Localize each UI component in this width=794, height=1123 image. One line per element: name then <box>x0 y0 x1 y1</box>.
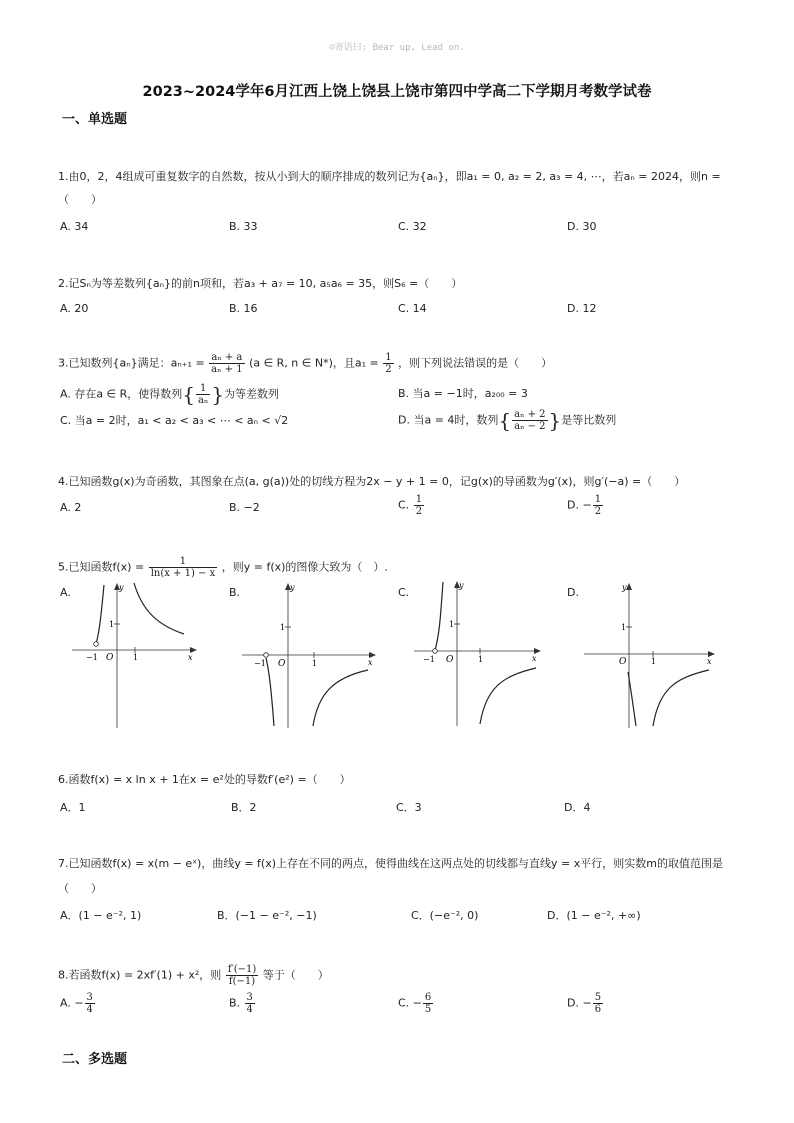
q4-option-c-pre: C. <box>398 498 410 512</box>
q8-option-c-den: 5 <box>424 1004 432 1015</box>
q2-option-d[interactable]: D. 12 <box>567 302 597 315</box>
q5-option-c[interactable]: C. <box>398 586 410 599</box>
q3-option-d-post: 是等比数列 <box>561 413 617 427</box>
q8-frac-num: f′(−1) <box>227 964 257 975</box>
q6-option-a[interactable]: A．1 <box>60 801 86 814</box>
q2-option-b[interactable]: B. 16 <box>229 302 258 315</box>
q3-stem <box>58 352 552 375</box>
q8-option-c-frac <box>423 992 433 1015</box>
q3-stem-post: ，则下列说法错误的是（ ） <box>398 356 553 370</box>
q8-option-a-den: 4 <box>86 1004 93 1015</box>
q5-stem-post: ，则y = f(x)的图像大致为（ ）. <box>221 560 388 574</box>
q5-fraction <box>149 556 218 579</box>
curve-right <box>653 670 709 726</box>
label-y-one: 1 <box>109 620 115 629</box>
q8-option-c-pre: C. − <box>398 996 422 1010</box>
q4-option-c-num: 1 <box>415 494 423 505</box>
q3-frac-num: aₙ + a <box>209 352 244 364</box>
q3-option-d-pre: D. 当a = 4时，数列 <box>398 413 499 427</box>
q5-frac-num: 1 <box>149 556 218 568</box>
q8-option-a-pre: A. − <box>60 996 84 1010</box>
q7-stem: 7.已知函数f(x) = x(m − eˣ)，曲线y = f(x)上存在不同的两点，使得曲线在这两点处的切线都与直线y = x平行，则实数m的取值范围是 <box>58 857 723 870</box>
q3-half-den: 2 <box>385 364 392 375</box>
q7-stem-cont: （ ） <box>58 882 102 895</box>
label-y: y <box>290 583 295 592</box>
curve-left <box>435 582 443 650</box>
curve-right <box>480 668 536 724</box>
q8-stem <box>58 964 329 987</box>
q3-option-a[interactable] <box>60 383 279 406</box>
q4-option-d-pre: D. − <box>567 498 592 512</box>
q2-stem: 2.记Sₙ为等差数列{aₙ}的前n项和，若a₃ + a₇ = 10, a₅a₆ = 35，则S₆ =（ ） <box>58 277 463 290</box>
q8-option-d-pre: D. − <box>567 996 592 1010</box>
q8-option-b-pre: B. <box>229 996 241 1010</box>
q1-stem: 1.由0，2，4组成可重复数字的自然数，按从小到大的顺序排成的数列记为{aₙ}，即a₁ = 0, a₂ = 2, a₃ = 4, ⋯，若aₙ = 2024，则n = <box>58 170 721 183</box>
q8-option-d-num: 5 <box>594 992 602 1003</box>
label-x: x <box>368 658 373 667</box>
q7-option-b[interactable]: B．(−1 − e⁻², −1) <box>217 909 317 922</box>
q3-stem-pre: 3.已知数列{aₙ}满足：aₙ₊₁ = <box>58 356 205 370</box>
q3-stem-mid: (a ∈ R, n ∈ N*)，且a₁ = <box>249 356 379 370</box>
q8-option-b-frac <box>245 992 255 1015</box>
curve-right <box>313 670 368 726</box>
q8-fraction <box>226 964 259 987</box>
q4-stem: 4.已知函数g(x)为奇函数，其图象在点(a, g(a))处的切线方程为2x − y + 1 = 0，记g(x)的导函数为g′(x)，则g′(−a) =（ ） <box>58 475 686 488</box>
label-y-one: 1 <box>449 620 455 629</box>
q3-frac-den: aₙ + 1 <box>211 364 243 375</box>
label-x-one: 1 <box>133 653 139 662</box>
q5-stem <box>58 556 388 579</box>
label-neg-one: −1 <box>86 653 98 662</box>
q5-graph-d <box>582 580 722 730</box>
open-point-icon <box>433 649 438 654</box>
q6-option-c[interactable]: C．3 <box>396 801 422 814</box>
label-y-one: 1 <box>621 623 627 632</box>
section-single-choice: 一、单选题 <box>62 112 128 127</box>
label-neg-one: −1 <box>254 659 266 668</box>
q1-stem-cont: （ ） <box>58 193 102 206</box>
label-x: x <box>532 654 537 663</box>
q3-option-a-pre: A. 存在a ∈ R，使得数列 <box>60 387 183 401</box>
q8-option-a-num: 3 <box>86 992 93 1003</box>
y-arrow-icon <box>626 583 632 590</box>
label-x-one: 1 <box>478 655 484 664</box>
q3-half-num: 1 <box>385 352 392 363</box>
curve-right <box>134 583 184 634</box>
open-point-icon <box>264 653 269 658</box>
label-origin: O <box>446 655 454 665</box>
q4-option-b[interactable]: B. −2 <box>229 501 260 514</box>
q4-option-c-frac <box>414 494 424 517</box>
q4-option-d[interactable] <box>567 494 604 517</box>
q6-stem: 6.函数f(x) = x ln x + 1在x = e²处的导数f′(e²) =（ ） <box>58 773 351 786</box>
watermark: ☺寄语曰: Bear up, Lead on. <box>329 43 465 53</box>
curve-left <box>266 658 274 726</box>
q5-graph-a <box>72 580 207 730</box>
right-brace-icon: } <box>211 382 225 407</box>
label-y: y <box>622 583 627 592</box>
q3-option-d-num: aₙ + 2 <box>514 409 546 420</box>
q3-option-a-den: aₙ <box>198 395 209 406</box>
q5-option-a[interactable]: A. <box>60 586 71 599</box>
q5-graph-c <box>412 578 552 728</box>
q3-option-a-frac <box>196 383 210 406</box>
label-y-one: 1 <box>280 623 286 632</box>
q1-option-a[interactable]: A. 34 <box>60 220 89 233</box>
q8-option-d-den: 6 <box>594 1004 602 1015</box>
q8-option-a-frac <box>85 992 95 1015</box>
q6-option-b[interactable]: B．2 <box>231 801 257 814</box>
left-brace-icon: { <box>182 382 196 407</box>
q3-fraction <box>209 352 244 375</box>
curve-left <box>96 585 104 644</box>
q8-option-d[interactable] <box>567 992 604 1015</box>
q8-option-b-num: 3 <box>246 992 253 1003</box>
q5-graph-b <box>240 580 380 730</box>
q6-option-d[interactable]: D．4 <box>564 801 591 814</box>
q4-option-a[interactable]: A. 2 <box>60 501 82 514</box>
label-x-one: 1 <box>651 657 657 666</box>
q3-option-a-num: 1 <box>196 383 210 395</box>
q8-option-b-den: 4 <box>246 1004 253 1015</box>
q4-option-d-den: 2 <box>594 506 602 517</box>
q3-half <box>383 352 393 375</box>
label-x: x <box>707 657 712 666</box>
label-x-one: 1 <box>312 659 318 668</box>
section-multi-choice: 二、多选题 <box>62 1052 128 1067</box>
q4-option-d-num: 1 <box>594 494 602 505</box>
q8-stem-pre: 8.若函数f(x) = 2xf′(1) + x²，则 <box>58 968 222 982</box>
q2-option-a[interactable]: A. 20 <box>60 302 89 315</box>
q3-option-b[interactable]: B. 当a = −1时，a₂₀₀ = 3 <box>398 387 528 400</box>
left-brace-icon: { <box>498 408 512 433</box>
q5-option-b[interactable]: B. <box>229 586 241 599</box>
q8-option-c[interactable] <box>398 992 434 1015</box>
q7-option-c[interactable]: C．(−e⁻², 0) <box>411 909 479 922</box>
q3-option-d-frac <box>512 409 547 432</box>
q8-option-d-frac <box>593 992 603 1015</box>
q4-option-d-frac <box>593 494 603 517</box>
q1-option-b[interactable]: B. 33 <box>229 220 258 233</box>
label-y: y <box>459 581 464 590</box>
label-y: y <box>119 583 124 592</box>
page-title: 2023~2024学年6月江西上饶上饶县上饶市第四中学高二下学期月考数学试卷 <box>142 84 652 100</box>
label-origin: O <box>278 659 286 669</box>
q5-option-d[interactable]: D. <box>567 586 579 599</box>
q8-frac-den: f(−1) <box>228 976 256 987</box>
q5-stem-pre: 5.已知函数f(x) = <box>58 560 145 574</box>
q4-option-c[interactable] <box>398 494 425 517</box>
q4-option-c-den: 2 <box>415 506 423 517</box>
q8-option-b[interactable] <box>229 992 256 1015</box>
q1-option-c[interactable]: C. 32 <box>398 220 427 233</box>
label-origin: O <box>106 653 114 663</box>
q3-option-d[interactable] <box>398 409 616 432</box>
q8-stem-post: 等于（ ） <box>262 968 329 982</box>
q1-option-d[interactable]: D. 30 <box>567 220 597 233</box>
q3-option-d-den: aₙ − 2 <box>514 421 546 432</box>
q8-option-a[interactable] <box>60 992 96 1015</box>
q3-option-c[interactable]: C. 当a = 2时，a₁ < a₂ < a₃ < ⋯ < aₙ < √2 <box>60 414 289 427</box>
q3-option-a-post: 为等差数列 <box>224 387 280 401</box>
label-neg-one: −1 <box>423 655 435 664</box>
q7-option-a[interactable]: A．(1 − e⁻², 1) <box>60 909 142 922</box>
q2-option-c[interactable]: C. 14 <box>398 302 427 315</box>
right-brace-icon: } <box>548 408 562 433</box>
q8-option-c-num: 6 <box>424 992 432 1003</box>
label-origin: O <box>619 657 627 667</box>
q7-option-d[interactable]: D．(1 − e⁻², +∞) <box>547 909 641 922</box>
label-x: x <box>188 653 193 662</box>
open-point-icon <box>94 642 99 647</box>
q5-frac-den: ln(x + 1) − x <box>150 568 216 579</box>
